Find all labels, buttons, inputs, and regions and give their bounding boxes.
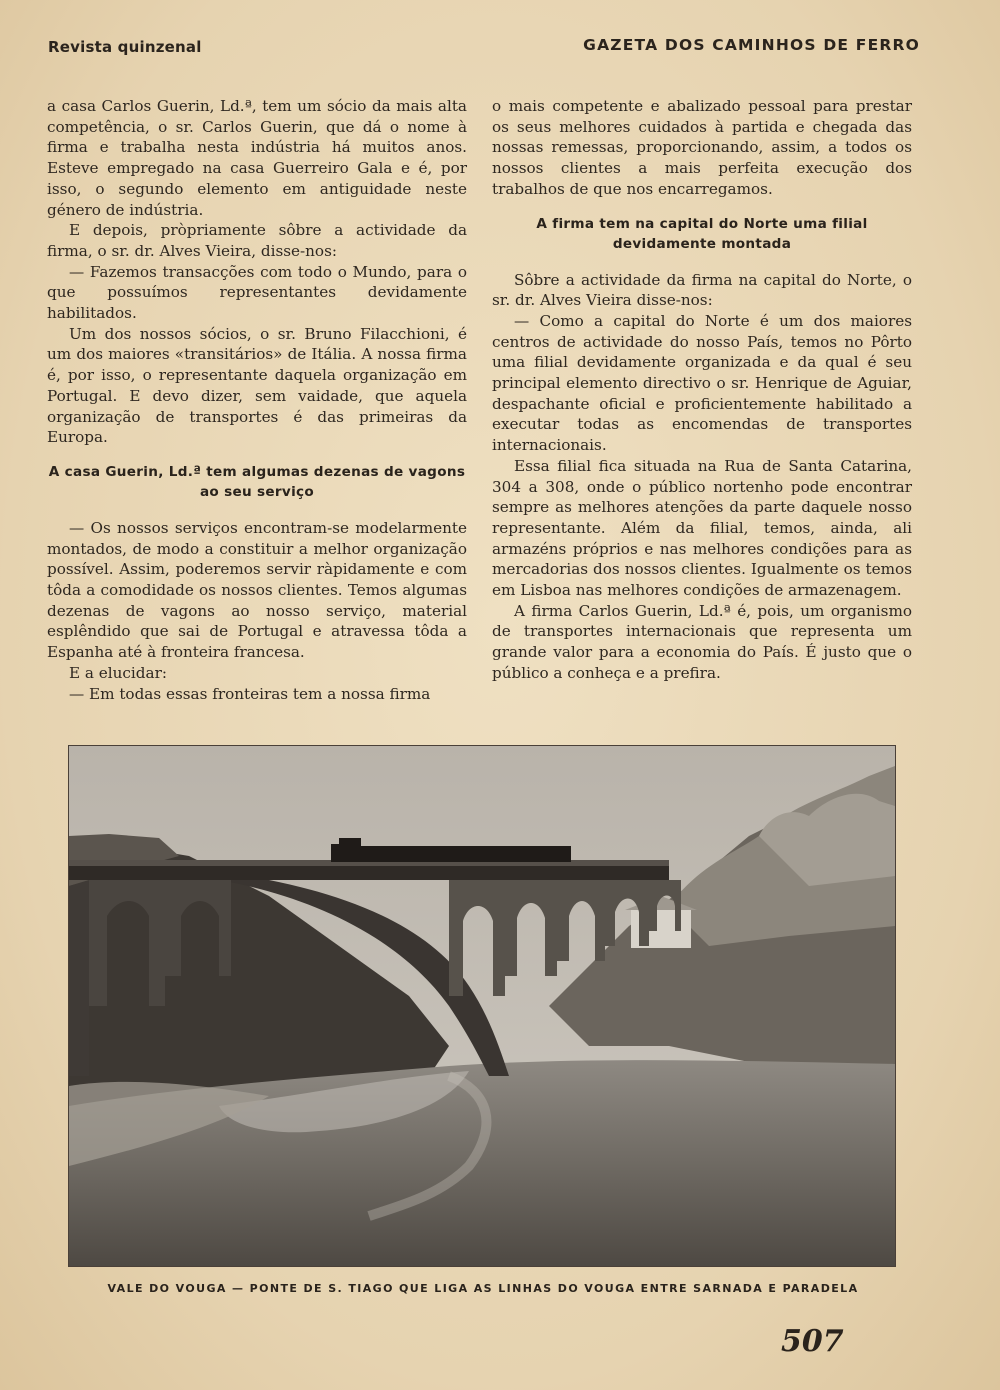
paragraph: — Como a capital do Norte é um dos maiores centros de actividade do nosso País, temos no Pôrto uma filial devidamente organizada e da qual é seu principal elemento directivo o sr. Henrique de Aguiar, despachante oficial e proficientemente habilitado a executar todas as encomendas de transportes internacionais. xyxy=(492,311,912,455)
paragraph: a casa Carlos Guerin, Ld.ª, tem um sócio da mais alta competência, o sr. Carlos Guerin, que dá o nome à firma e trabalha nesta indústria há muitos anos. Esteve empregado na casa Guerreiro Gala e é, por isso, o segundo elemento em antiguidade neste género de indústria. xyxy=(47,97,467,219)
article-right-column xyxy=(492,96,912,684)
paragraph: — Fazemos transacções com todo o Mundo, para o que possuímos representantes devidamente habilitados. xyxy=(47,262,467,323)
paragraph: Um dos nossos sócios, o sr. Bruno Filacchioni, é um dos maiores «transitários» de Itália. A nossa firma é, por isso, o representante daquela organização em Portugal. E devo dizer, sem vaidade, que aquela organização de transportes é das primeiras da Europa. xyxy=(47,324,467,447)
running-header-left: Revista quinzenal xyxy=(48,38,202,56)
section-heading: A firma tem na capital do Norte uma filial devidamente montada xyxy=(536,215,868,252)
article-left-column xyxy=(47,96,467,704)
page-number: 507 xyxy=(781,1324,844,1359)
paragraph: — Em todas essas fronteiras tem a nossa firma xyxy=(69,684,431,703)
photo-caption: VALE DO VOUGA — PONTE DE S. TIAGO QUE LIGA AS LINHAS DO VOUGA ENTRE SARNADA E PARADELA xyxy=(107,1282,859,1295)
paragraph: o mais competente e abalizado pessoal para prestar os seus melhores cuidados à partida e chegada das nossas remessas, proporcionando, assim, a todos os nossos clientes a mais perfeita execução dos trabalhos de que nos encarregamos. xyxy=(492,97,912,198)
paragraph: Sôbre a actividade da firma na capital do Norte, o sr. dr. Alves Vieira disse-nos: xyxy=(492,270,912,310)
paragraph: A firma Carlos Guerin, Ld.ª é, pois, um organismo de transportes internacionais que representa um grande valor para a economia do País. É justo que o público a conheça e a prefira. xyxy=(492,601,912,682)
running-header-title: GAZETA DOS CAMINHOS DE FERRO xyxy=(583,36,920,54)
paragraph: E depois, pròpriamente sôbre a actividade da firma, o sr. dr. Alves Vieira, disse-nos: xyxy=(47,221,467,260)
paragraph: — Os nossos serviços encontram-se modelarmente montados, de modo a constituir a melhor organização possível. Assim, poderemos servir ràpidamente e com tôda a comodidade os nossos clientes. Temos algumas dezenas de vagons ao nosso serviço, material esplêndido que sai de Portugal e atravessa tôda a Espanha até à fronteira francesa. xyxy=(47,518,467,662)
section-heading: A casa Guerin, Ld.ª tem algumas dezenas de vagons ao seu serviço xyxy=(48,463,466,500)
paragraph: Essa filial fica situada na Rua de Santa Catarina, 304 a 308, onde o público nortenho pode encontrar sempre as melhores atenções da parte daquele nosso representante. Além da filial, temos, ainda, ali armazéns próprios e nas melhores condições para as mercadorias dos nossos clientes. Igualmente os temos em Lisboa nas melhores condições de armazenagem. xyxy=(492,456,912,600)
bridge-photo-illustration xyxy=(69,746,895,1266)
paragraph: E a elucidar: xyxy=(69,663,167,682)
bridge-photograph xyxy=(68,745,896,1267)
